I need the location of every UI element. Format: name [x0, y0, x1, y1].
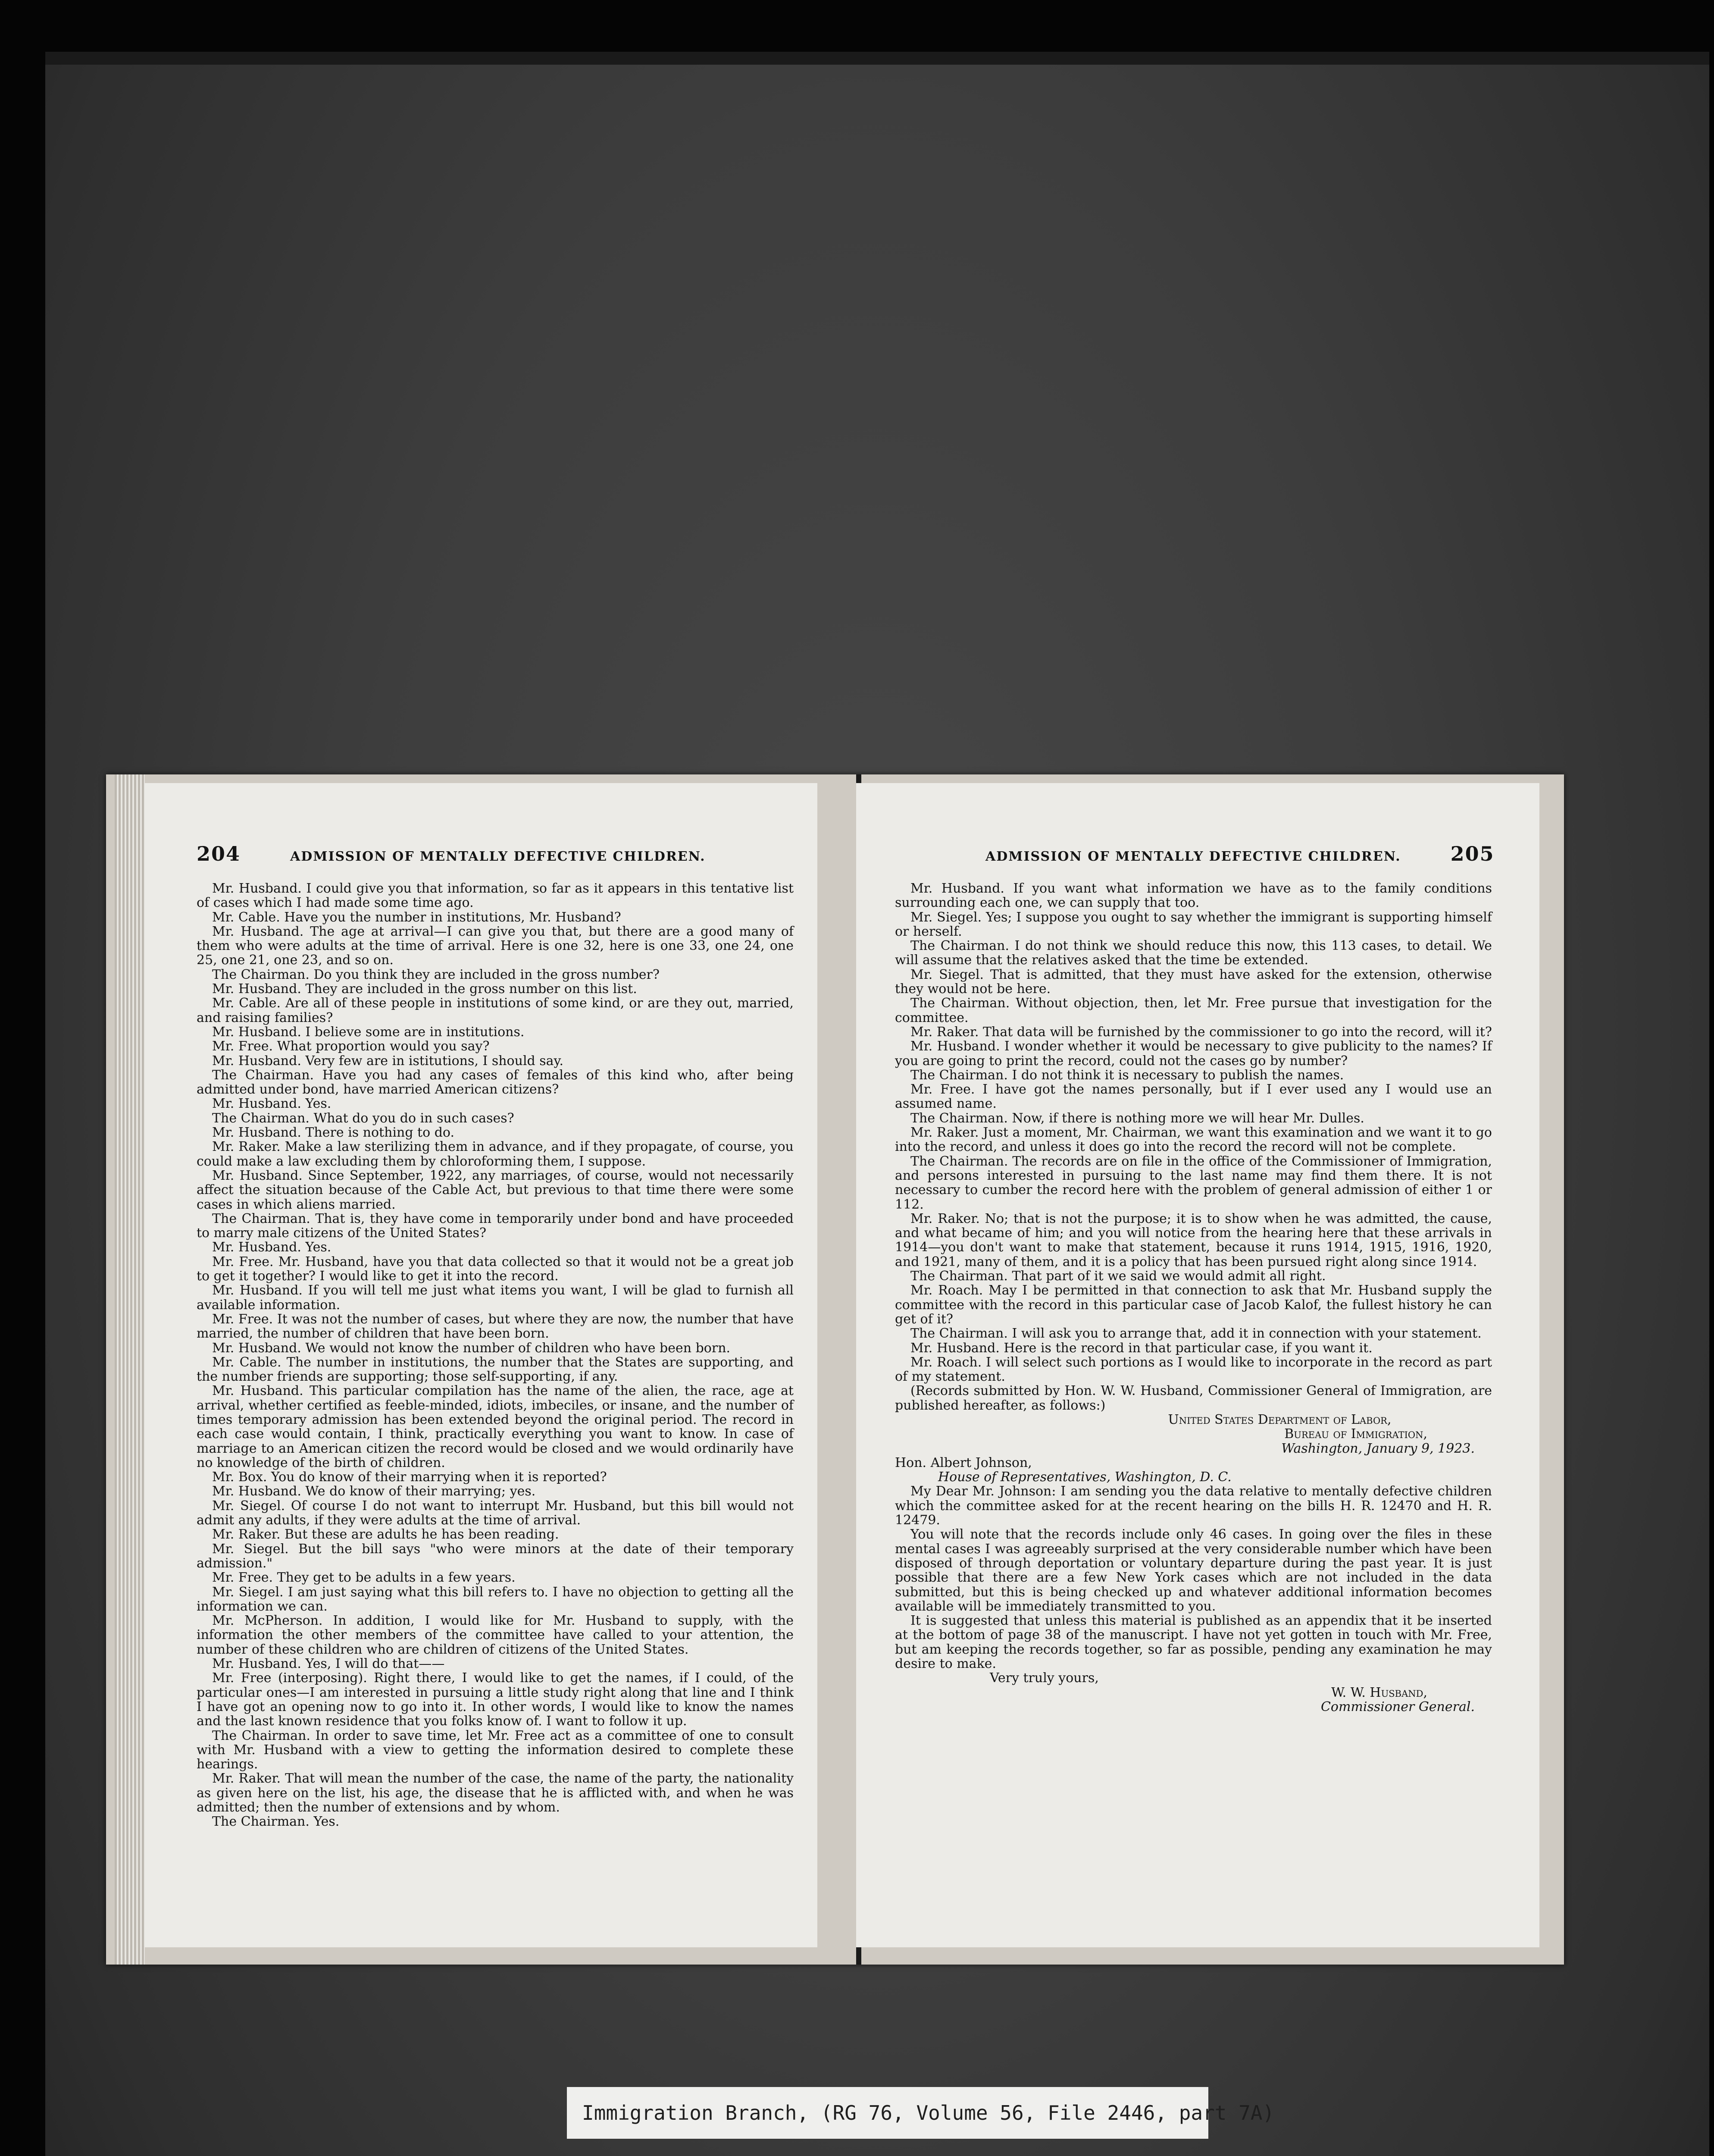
paragraph: The Chairman. I do not think we should reduce this now, this 113 cases, to detail. We will assume that the relatives asked that the time be extended.	[895, 938, 1492, 968]
paragraph: Mr. Free. Mr. Husband, have you that data collected so that it would not be a great job to get it together? I would like to get it into the record.	[197, 1254, 794, 1284]
paragraph: The Chairman. I will ask you to arrange that, add it in connection with your statement.	[910, 1326, 1482, 1341]
right-page-number: 205	[1450, 842, 1495, 865]
paragraph: Mr. Husband. Very few are in istitutions, I should say.	[212, 1053, 564, 1069]
paragraph: The Chairman. Have you had any cases of females of this kind who, after being admitted under bond, have married American citizens?	[197, 1067, 794, 1097]
paragraph: Mr. Husband. We would not know the number of children who have been born.	[212, 1340, 731, 1356]
paragraph: Mr. Siegel. But the bill says "who were minors at the date of their temporary admission."	[197, 1541, 794, 1571]
letter-bureau: Bureau of Immigration,	[1284, 1426, 1427, 1442]
paragraph: Mr. Husband. There is nothing to do.	[212, 1125, 454, 1141]
paragraph: My Dear Mr. Johnson: I am sending you the data relative to mentally defective children which the committee asked for at the recent hearing on the bills H. R. 12470 and H. R. 12479.	[895, 1484, 1492, 1528]
letter-closing: Very truly yours,	[990, 1670, 1099, 1686]
paragraph: Mr. Husband. If you will tell me just what items you want, I will be glad to furnish all available information.	[197, 1283, 794, 1313]
paragraph: The Chairman. The records are on file in the office of the Commissioner of Immigration, and persons interested in pursuing to the last name may find them there. It is not necessary to cumber the record here with the problem of general admission of either 1 or 112.	[895, 1153, 1492, 1212]
paragraph: Mr. Raker. That data will be furnished by the commissioner to go into the record, will it?	[910, 1024, 1492, 1040]
paragraph: (Records submitted by Hon. W. W. Husband, Commissioner General of Immigration, are published hereafter, as follows:)	[895, 1383, 1492, 1413]
paragraph: Mr. Raker. Make a law sterilizing them in advance, and if they propagate, of course, you could make a law excluding them by chloroforming them, I suppose.	[197, 1139, 794, 1169]
paragraph: Mr. Siegel. That is admitted, that they must have asked for the extension, otherwise they would not be here.	[895, 967, 1492, 997]
paragraph: Mr. Husband. They are included in the gross number on this list.	[212, 981, 637, 997]
letter-signer-title: Commissioner General.	[1320, 1699, 1475, 1714]
paragraph: The Chairman. That is, they have come in temporarily under bond and have proceeded to marry male citizens of the United States?	[197, 1211, 794, 1241]
left-running-head: ADMISSION OF MENTALLY DEFECTIVE CHILDREN.	[290, 849, 706, 864]
open-book	[106, 774, 1564, 1965]
left-page	[145, 783, 817, 1947]
paragraph: Mr. Cable. Are all of these people in institutions of some kind, or are they out, married, and raising families?	[197, 996, 794, 1025]
right-paragraphs	[895, 881, 1492, 1413]
paragraph: Mr. Husband. I could give you that information, so far as it appears in this tentative list of cases which I had made some time ago.	[197, 881, 794, 911]
paragraph: Mr. Free (interposing). Right there, I would like to get the names, if I could, of the particular ones—I am interested in pursuing a little study right along that line and I think I have got an opening now to go into it. In other words, I would like to know the names and the last known residence that you folks know of. I want to follow it up.	[197, 1670, 794, 1729]
page-edges	[115, 774, 145, 1965]
paragraph: Mr. McPherson. In addition, I would like for Mr. Husband to supply, with the information the other members of the committee have called to your attention, the number of these children who are children of citizens of the United States.	[197, 1613, 794, 1657]
paragraph: Mr. Husband. Yes, I will do that——	[212, 1656, 445, 1672]
paragraph: Mr. Free. What proportion would you say?	[212, 1039, 490, 1054]
right-page-header	[985, 842, 1495, 865]
letter-address: House of Representatives, Washington, D. C.	[938, 1470, 1232, 1485]
paragraph: The Chairman. That part of it we said we would admit all right.	[910, 1269, 1326, 1284]
paragraph: Mr. Husband. Yes.	[212, 1240, 332, 1255]
paragraph: Mr. Raker. But these are adults he has been reading.	[212, 1527, 559, 1542]
paragraph: Mr. Husband. I believe some are in institutions.	[212, 1024, 525, 1040]
paragraph: The Chairman. In order to save time, let Mr. Free act as a committee of one to consult with Mr. Husband with a view to getting the information desired to complete these hearings.	[197, 1728, 794, 1772]
letter-dateline: Washington, January 9, 1923.	[1281, 1441, 1475, 1456]
frame-edge	[45, 52, 1709, 65]
left-page-body	[197, 881, 794, 1829]
paragraph: Mr. Husband. Yes.	[212, 1096, 332, 1112]
left-page-header	[197, 842, 706, 865]
archive-reference-label: Immigration Branch, (RG 76, Volume 56, File 2446, part 7A)	[567, 2087, 1208, 2139]
paragraph: The Chairman. What do you do in such cases?	[212, 1110, 514, 1126]
paragraph: Mr. Cable. Have you the number in institutions, Mr. Husband?	[212, 909, 621, 925]
paragraph: Mr. Husband. Since September, 1922, any marriages, of course, would not necessarily affect the situation because of the Cable Act, but previous to that time there were some cases in which aliens married.	[197, 1168, 794, 1212]
paragraph: Mr. Husband. The age at arrival—I can give you that, but there are a good many of them who were adults at the time of arrival. Here is one 32, here is one 33, one 24, one 25, one 21, one 23, and so on.	[197, 924, 794, 968]
paragraph: Mr. Free. I have got the names personally, but if I ever used any I would use an assumed name.	[895, 1082, 1492, 1112]
paragraph: Mr. Siegel. Of course I do not want to interrupt Mr. Husband, but this bill would not admit any adults, if they were adults at the time of arrival.	[197, 1498, 794, 1528]
paragraph: Mr. Husband. I wonder whether it would be necessary to give publicity to the names? If you are going to print the record, could not the cases go by number?	[895, 1039, 1492, 1069]
letter-department: United States Department of Labor,	[1168, 1412, 1392, 1427]
paragraph: Mr. Cable. The number in institutions, the number that the States are supporting, and the number friends are supporting; those self-supporting, if any.	[197, 1354, 794, 1385]
paragraph: Mr. Raker. That will mean the number of the case, the name of the party, the nationality as given here on the list, his age, the disease that he is afflicted with, and when he was admitted; then the number of extensions and by whom.	[197, 1771, 794, 1815]
right-running-head: ADMISSION OF MENTALLY DEFECTIVE CHILDREN.	[985, 849, 1401, 864]
paragraph: Mr. Raker. Just a moment, Mr. Chairman, we want this examination and we want it to go into the record, and unless it does go into the record the record will not be complete.	[895, 1125, 1492, 1155]
paragraph: Mr. Husband. This particular compilation has the name of the alien, the race, age at arrival, whether certified as feeble-minded, idiots, imbeciles, or insane, and the number of times temporary admission has been extended beyond the original period. The record in each case would contain, I think, practically everything you want to know. In case of marriage to an American citizen the record would be closed and we would ordinarily have no knowledge of the birth of children.	[197, 1383, 794, 1470]
paragraph: Mr. Husband. If you want what information we have as to the family conditions surrounding each one, we can supply that too.	[895, 881, 1492, 911]
paragraph: Mr. Box. You do know of their marrying when it is reported?	[212, 1470, 607, 1485]
letter-addressee: Hon. Albert Johnson,	[895, 1455, 1032, 1470]
paragraph: Mr. Free. It was not the number of cases, but where they are now, the number that have married, the number of children that have been born.	[197, 1311, 794, 1341]
paragraph: The Chairman. Now, if there is nothing more we will hear Mr. Dulles.	[910, 1110, 1364, 1126]
paragraph: Mr. Siegel. Yes; I suppose you ought to say whether the immigrant is supporting himself or herself.	[895, 909, 1492, 939]
right-page	[856, 783, 1539, 1947]
paragraph: Mr. Roach. May I be permitted in that connection to ask that Mr. Husband supply the committee with the record in this particular case of Jacob Kalof, the fullest history he can get of it?	[895, 1283, 1492, 1327]
paragraph: It is suggested that unless this material is published as an appendix that it be inserted at the bottom of page 38 of the manuscript. I have not yet gotten in touch with Mr. Free, but am keeping the records together, so far as possible, pending any examination he may desire to make.	[895, 1613, 1492, 1672]
paragraph: Mr. Husband. Here is the record in that particular case, if you want it.	[910, 1340, 1373, 1356]
paragraph: Mr. Husband. We do know of their marrying; yes.	[212, 1484, 536, 1499]
paragraph: The Chairman. Without objection, then, let Mr. Free pursue that investigation for the committee.	[895, 996, 1492, 1025]
paragraph: You will note that the records include only 46 cases. In going over the files in these mental cases I was agreeably surprised at the very considerable number which have been disposed of through deportation or voluntary departure during the past year. It is just possible that there are a few New York cases which are not included in the data submitted, but this is being checked up and whatever additional information becomes available will be immediately transmitted to you.	[895, 1527, 1492, 1614]
paragraph: Mr. Free. They get to be adults in a few years.	[212, 1570, 516, 1586]
left-page-number: 204	[197, 842, 241, 865]
paragraph: Mr. Roach. I will select such portions as I would like to incorporate in the record as part of my statement.	[895, 1354, 1492, 1385]
paragraph: The Chairman. I do not think it is necessary to publish the names.	[910, 1067, 1344, 1083]
paragraph: The Chairman. Do you think they are included in the gross number?	[212, 967, 660, 982]
right-page-body	[895, 881, 1492, 1714]
paragraph: Mr. Raker. No; that is not the purpose; it is to show when he was admitted, the cause, and what became of him; and you will notice from the hearing here that these arrivals in 1914—you don't want to make that statement, because it runs 1914, 1915, 1916, 1920, and 1921, many of them, and it is a policy that has been pursued right along since 1914.	[895, 1211, 1492, 1269]
letter-signature: W. W. Husband,	[1331, 1685, 1427, 1700]
letter-body	[895, 1484, 1492, 1671]
paragraph: Mr. Siegel. I am just saying what this bill refers to. I have no objection to getting all the information we can.	[197, 1584, 794, 1614]
paragraph: The Chairman. Yes.	[212, 1814, 340, 1830]
